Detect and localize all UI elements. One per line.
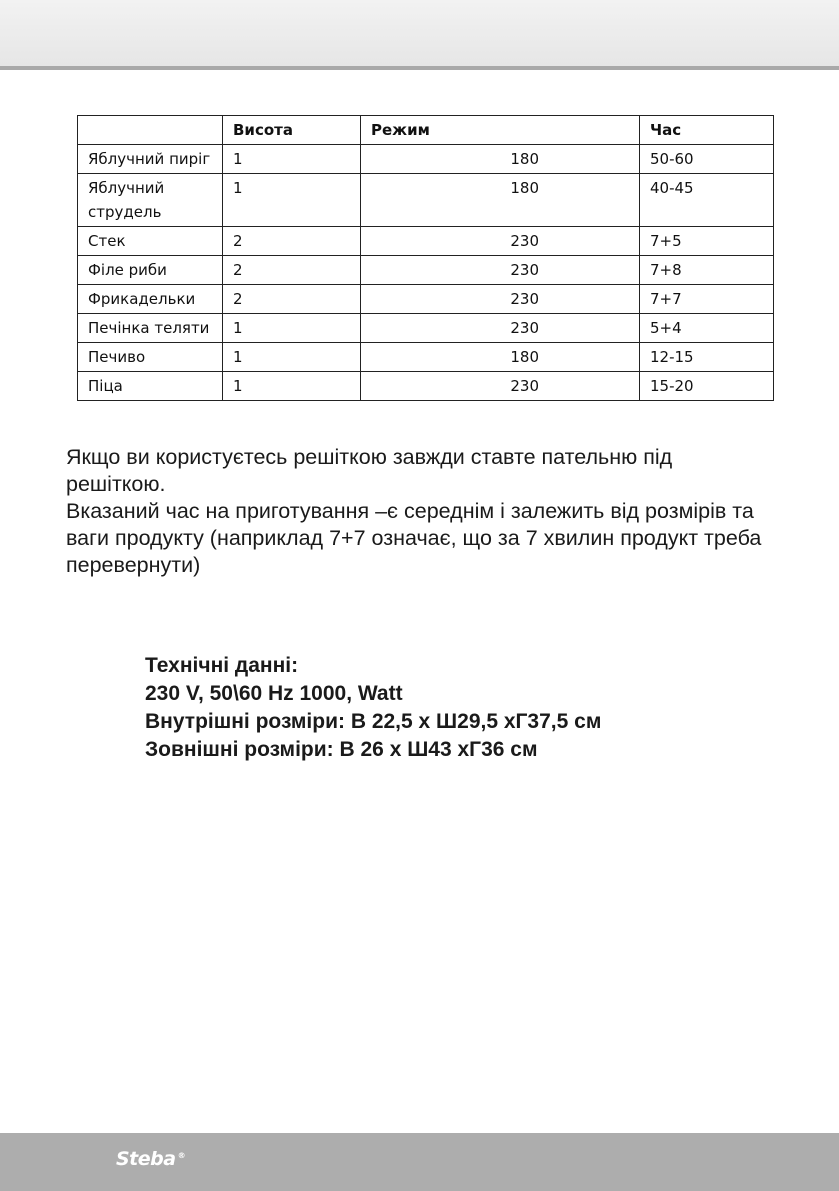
header-height: Висота <box>223 116 361 145</box>
dish-cell: Піца <box>78 372 223 401</box>
dish-cell: Філе риби <box>78 256 223 285</box>
header-mode: Режим <box>361 116 640 145</box>
table-header-row <box>78 116 774 145</box>
tech-power: 230 V, 50\60 Hz 1000, Watt <box>145 682 403 705</box>
header-band <box>0 0 839 66</box>
height-cell: 1 <box>223 314 361 343</box>
time-cell: 5+4 <box>640 314 774 343</box>
header-divider <box>0 66 839 70</box>
tech-inner-size: Внутрішні розміри: В 22,5 х Ш29,5 хГ37,5 см <box>145 710 602 733</box>
mode-cell: 180 <box>361 343 640 372</box>
table-row <box>78 372 774 401</box>
table-row <box>78 174 774 227</box>
mode-cell: 230 <box>361 372 640 401</box>
time-cell: 12-15 <box>640 343 774 372</box>
height-cell: 2 <box>223 285 361 314</box>
mode-cell: 230 <box>361 314 640 343</box>
tech-title: Технічні данні: <box>145 654 299 677</box>
height-cell: 1 <box>223 343 361 372</box>
height-cell: 1 <box>223 145 361 174</box>
header-time: Час <box>640 116 774 145</box>
logo-text: Steba <box>116 1148 176 1170</box>
table-row <box>78 227 774 256</box>
time-cell: 50-60 <box>640 145 774 174</box>
cooking-table <box>77 115 774 401</box>
time-cell: 7+5 <box>640 227 774 256</box>
time-cell: 7+7 <box>640 285 774 314</box>
dish-cell: Яблучний струдель <box>78 174 223 227</box>
mode-cell: 180 <box>361 145 640 174</box>
height-cell: 1 <box>223 372 361 401</box>
dish-cell: Стек <box>78 227 223 256</box>
note-grill: Якщо ви користуєтесь решіткою завжди ставте пательню під решіткою. <box>66 445 673 496</box>
mode-cell: 230 <box>361 285 640 314</box>
header-dish <box>78 116 223 145</box>
mode-cell: 230 <box>361 227 640 256</box>
dish-cell: Яблучний пиріг <box>78 145 223 174</box>
mode-cell: 180 <box>361 174 640 227</box>
technical-data <box>145 652 785 764</box>
registered-mark: ® <box>177 1150 186 1160</box>
table-row <box>78 256 774 285</box>
dish-cell: Печиво <box>78 343 223 372</box>
height-cell: 2 <box>223 227 361 256</box>
time-cell: 7+8 <box>640 256 774 285</box>
table-row <box>78 343 774 372</box>
table-row <box>78 314 774 343</box>
dish-cell: Фрикадельки <box>78 285 223 314</box>
height-cell: 1 <box>223 174 361 227</box>
steba-logo <box>116 1148 185 1172</box>
tech-outer-size: Зовнішні розміри: В 26 х Ш43 хГ36 см <box>145 738 538 761</box>
note-time: Вказаний час на приготування –є середнім і залежить від розмірів та ваги продукту (наприклад 7+7 означає, що за 7 хвилин продукт треба перевернути) <box>66 499 762 577</box>
usage-notes <box>66 444 766 579</box>
mode-cell: 230 <box>361 256 640 285</box>
table-row <box>78 285 774 314</box>
height-cell: 2 <box>223 256 361 285</box>
time-cell: 15-20 <box>640 372 774 401</box>
time-cell: 40-45 <box>640 174 774 227</box>
table-row <box>78 145 774 174</box>
dish-cell: Печінка теляти <box>78 314 223 343</box>
